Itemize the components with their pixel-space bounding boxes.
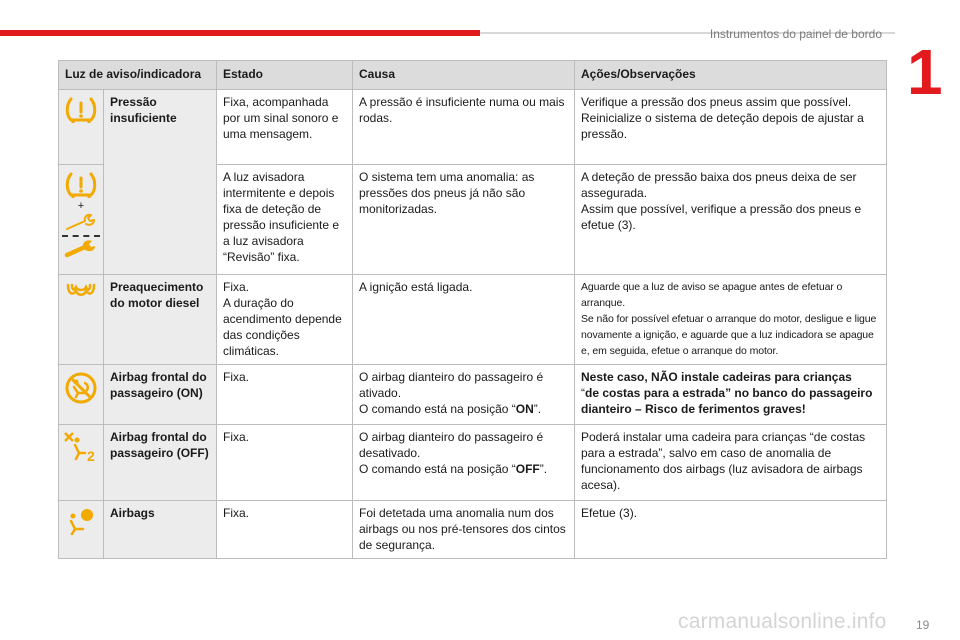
glow-plug-icon bbox=[64, 281, 98, 301]
action-text-part: de costas para a estrada bbox=[585, 386, 726, 400]
cause-text: O sistema tem uma anomalia: as pressões dos pneus já não são monitorizadas. bbox=[353, 165, 575, 275]
icon-cell bbox=[59, 365, 104, 425]
light-name: Preaquecimento do motor diesel bbox=[104, 275, 217, 365]
state-text: Fixa. bbox=[217, 365, 353, 425]
table-row bbox=[59, 365, 887, 425]
action-text bbox=[575, 365, 887, 425]
action-text-part: ” no banco do passageiro bbox=[725, 386, 873, 400]
warning-lights-table bbox=[58, 60, 887, 559]
section-title: Instrumentos do painel de bordo bbox=[709, 27, 882, 41]
cause-text bbox=[353, 425, 575, 501]
svg-text:2: 2 bbox=[87, 448, 95, 463]
column-header-state: Estado bbox=[217, 61, 353, 90]
wrench-outline-icon bbox=[63, 213, 99, 233]
action-line: Aguarde que a luz de aviso se apague antes de efetuar o arranque. bbox=[581, 281, 843, 309]
passenger-airbag-disabled-icon bbox=[63, 431, 99, 463]
icon-cell bbox=[59, 165, 104, 275]
action-text bbox=[575, 165, 887, 275]
action-text: Efetue (3). bbox=[575, 501, 887, 559]
switch-position-on: ON bbox=[515, 402, 534, 416]
cause-text: A ignição está ligada. bbox=[353, 275, 575, 365]
cause-text: A pressão é insuficiente numa ou mais rodas. bbox=[353, 90, 575, 165]
cause-line bbox=[359, 401, 568, 417]
column-header-cause: Causa bbox=[353, 61, 575, 90]
table-header-row bbox=[59, 61, 887, 90]
table-row bbox=[59, 90, 887, 165]
state-text: Fixa. bbox=[217, 425, 353, 501]
icon-cell bbox=[59, 275, 104, 365]
cause-text-part: O comando está na posição “ bbox=[359, 402, 516, 416]
light-name: Airbags bbox=[104, 501, 217, 559]
state-text bbox=[217, 275, 353, 365]
watermark: carmanualsonline.info bbox=[678, 610, 887, 633]
icon-cell bbox=[59, 90, 104, 165]
passenger-airbag-off-icon bbox=[64, 371, 98, 405]
state-text: Fixa. bbox=[217, 501, 353, 559]
action-line: A deteção de pressão baixa dos pneus deixa de ser assegurada. bbox=[581, 170, 857, 200]
icon-cell bbox=[59, 501, 104, 559]
action-line: Assim que possível, verifique a pressão dos pneus e efetue (3). bbox=[581, 202, 862, 232]
cause-text-part: ”. bbox=[539, 462, 548, 476]
table-row bbox=[59, 275, 887, 365]
plus-sign: + bbox=[77, 200, 85, 212]
state-text: Fixa, acompanhada por um sinal sonoro e uma mensagem. bbox=[217, 90, 353, 165]
column-header-actions: Ações/Observações bbox=[575, 61, 887, 90]
cause-line bbox=[359, 461, 568, 477]
cause-line: O airbag dianteiro do passageiro é ativado. bbox=[359, 370, 544, 400]
column-header-light: Luz de aviso/indicadora bbox=[59, 61, 217, 90]
action-text bbox=[575, 275, 887, 365]
cause-text-part: ”. bbox=[533, 402, 542, 416]
wrench-filled-icon bbox=[63, 239, 99, 259]
action-text: Poderá instalar uma cadeira para crianças “de costas para a estrada”, salvo em caso de anomalia de funcionamento dos airbags (luz avisadora de airbags acesa). bbox=[575, 425, 887, 501]
cause-line: O airbag dianteiro do passageiro é desativado. bbox=[359, 430, 544, 460]
light-name: Pressão insuficiente bbox=[104, 90, 217, 275]
light-name: Airbag frontal do passageiro (ON) bbox=[104, 365, 217, 425]
light-name: Airbag frontal do passageiro (OFF) bbox=[104, 425, 217, 501]
tyre-pressure-icon bbox=[64, 171, 98, 199]
table-row bbox=[59, 501, 887, 559]
switch-position-off: OFF bbox=[515, 462, 540, 476]
header-red-bar bbox=[0, 30, 480, 36]
cause-text-part: O comando está na posição “ bbox=[359, 462, 516, 476]
action-line: dianteiro – Risco de ferimentos graves! bbox=[581, 402, 806, 416]
cause-text: Foi detetada uma anomalia num dos airbags ou nos pré-tensores dos cintos de segurança. bbox=[353, 501, 575, 559]
chapter-number: 1 bbox=[907, 36, 943, 108]
cause-text bbox=[353, 365, 575, 425]
page-number: 19 bbox=[916, 618, 930, 632]
action-line: Se não for possível efetuar o arranque do motor, desligue e ligue novamente a ignição, e aguarde que a luz indicadora se apague e, em seguida, efetue o arranque do motor. bbox=[581, 313, 877, 357]
state-line: A duração do acendimento depende das condições climáticas. bbox=[223, 296, 342, 358]
table-row bbox=[59, 425, 887, 501]
tyre-pressure-icon bbox=[64, 96, 98, 124]
icon-cell bbox=[59, 425, 104, 501]
airbag-icon bbox=[63, 507, 99, 537]
action-text-part: “ bbox=[581, 386, 585, 400]
action-text: Verifique a pressão dos pneus assim que possível. Reinicialize o sistema de deteção depois de ajustar a pressão. bbox=[575, 90, 887, 165]
state-text: A luz avisadora intermitente e depois fixa de deteção de pressão insuficiente e a luz avisadora “Revisão” fixa. bbox=[217, 165, 353, 275]
action-line: Neste caso, NÃO instale cadeiras para crianças bbox=[581, 370, 852, 384]
state-line: Fixa. bbox=[223, 280, 250, 294]
dashed-divider bbox=[62, 235, 100, 237]
action-line bbox=[581, 385, 880, 401]
